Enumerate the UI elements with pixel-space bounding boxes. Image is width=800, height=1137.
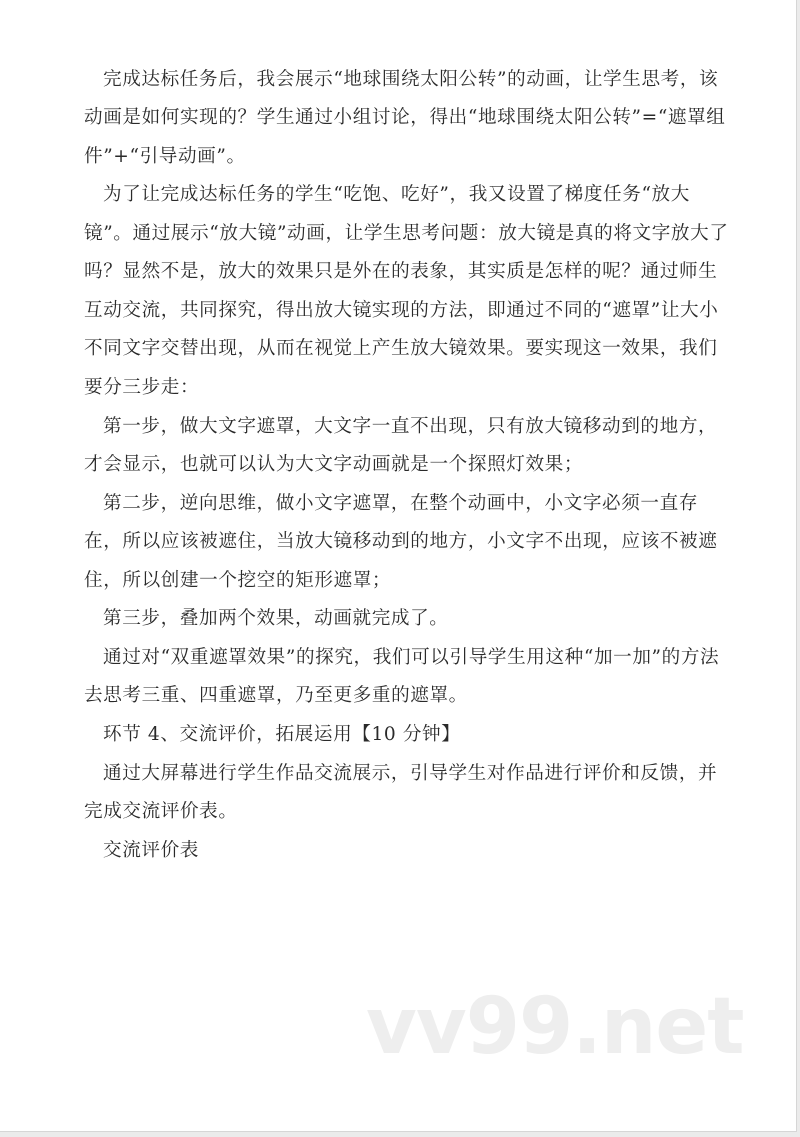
text-line: 通过大屏幕进行学生作品交流展示，引导学生对作品进行评价和反馈，并 — [103, 763, 718, 784]
text-line: 互动交流，共同探究，得出放大镜实现的方法，即通过不同的“遮罩”让大小 — [84, 300, 719, 321]
text-line: 件”+“引导动画”。 — [84, 146, 246, 167]
section-heading: 环节 4、交流评价，拓展运用【10 分钟】 — [103, 724, 461, 745]
text-line: 去思考三重、四重遮罩，乃至更多重的遮罩。 — [84, 685, 468, 706]
text-line: 要分三步走： — [84, 377, 200, 398]
text-line: 完成达标任务后，我会展示“地球围绕太阳公转”的动画，让学生思考，该 — [103, 69, 719, 90]
text-line: 吗？显然不是，放大的效果只是外在的表象，其实质是怎样的呢？通过师生 — [84, 261, 718, 282]
text-line: 完成交流评价表。 — [84, 801, 238, 822]
text-line: 第三步，叠加两个效果，动画就完成了。 — [103, 608, 449, 629]
text-line: 不同文字交替出现，从而在视觉上产生放大镜效果。要实现这一效果，我们 — [84, 338, 718, 359]
text-line: 第一步，做大文字遮罩，大文字一直不出现，只有放大镜移动到的地方， — [103, 416, 718, 437]
watermark: vv99.net — [366, 982, 744, 1072]
text-line: 在，所以应该被遮住，当放大镜移动到的地方，小文字不出现，应该不被遮 — [84, 531, 718, 552]
text-line: 镜”。通过展示“放大镜”动画，让学生思考问题：放大镜是真的将文字放大了 — [84, 223, 729, 244]
text-line: 住，所以创建一个挖空的矩形遮罩； — [84, 570, 392, 591]
text-line: 为了让完成达标任务的学生“吃饱、吃好”，我又设置了梯度任务“放大 — [103, 184, 690, 205]
table-caption: 交流评价表 — [103, 840, 199, 861]
text-line: 第二步，逆向思维，做小文字遮罩，在整个动画中，小文字必须一直存 — [103, 493, 699, 514]
text-line: 动画是如何实现的？学生通过小组讨论，得出“地球围绕太阳公转”=“遮罩组 — [84, 107, 726, 128]
text-line: 通过对“双重遮罩效果”的探究，我们可以引导学生用这种“加一加”的方法 — [103, 647, 720, 668]
text-line: 才会显示，也就可以认为大文字动画就是一个探照灯效果； — [84, 454, 584, 475]
